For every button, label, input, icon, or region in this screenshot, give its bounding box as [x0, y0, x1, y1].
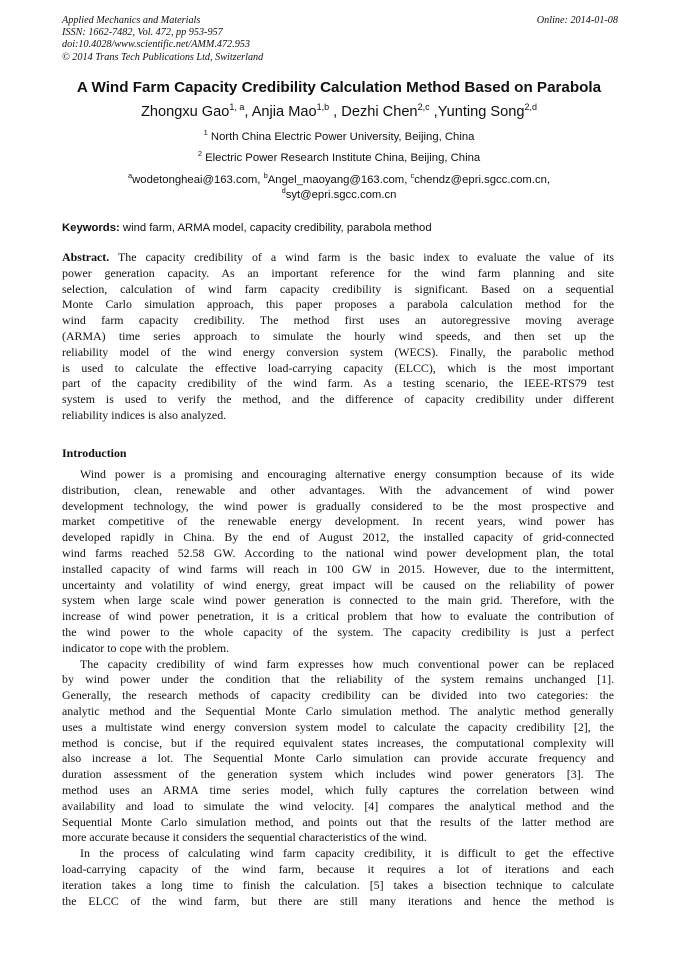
- affiliation-superscript: 1: [203, 128, 208, 137]
- abstract-text: reliability model of the wind energy conversion system (WECS). Finally, the parabolic method: [62, 344, 614, 359]
- abstract-text: wind farm capacity credibility. The method first uses an autoregressive moving average: [62, 313, 614, 328]
- abstract: [62, 250, 614, 424]
- keywords-text: wind farm, ARMA model, capacity credibility, parabola method: [119, 222, 432, 234]
- email-address: chendz@epri.sgcc.com.cn,: [414, 174, 551, 186]
- abstract-line: [62, 392, 614, 408]
- doi-line: doi:10.4028/www.scientific.net/AMM.472.953: [62, 39, 250, 51]
- abstract-line: [62, 282, 614, 298]
- abstract-text: selection, calculation of wind farm capacity credibility is significant. Based on a sequential: [62, 281, 614, 296]
- author-separator: ,: [429, 104, 438, 120]
- email-superscript: d: [281, 186, 286, 195]
- intro-line: Generally, the research methods of capacity credibility can be divided into two categories: the: [62, 688, 614, 703]
- intro-line: iteration takes a long time to finish the calculation. [5] takes a bisection technique to calculate: [62, 877, 614, 892]
- intro-line: In the process of calculating wind farm capacity credibility, it is difficult to get the effective: [80, 846, 614, 861]
- journal-header: [62, 15, 618, 64]
- introduction-body: [62, 467, 614, 909]
- abstract-text: The capacity credibility of a wind farm is the basic index to evaluate the value of its: [109, 250, 614, 264]
- abstract-text: (ARMA) time series approach to simulate the hourly wind speeds, and then set up the: [62, 328, 614, 343]
- author-superscript: 1,b: [316, 102, 330, 112]
- abstract-line: [62, 297, 614, 313]
- intro-line: availability and load to simulate the wind velocity. [4] compares the analytical method and the: [62, 798, 614, 813]
- intro-line: wind farms reached 52.58 GW. According to the national wind power development plan, the total: [62, 545, 614, 560]
- intro-line: indicator to cope with the problem.: [62, 640, 230, 655]
- intro-line: system when large scale wind power generation is connected to the main grid. Therefore, with the: [62, 593, 614, 608]
- intro-line: load-carrying capacity of the wind farm, because it requires a lot of iterations and each: [62, 861, 614, 876]
- email-superscript: a: [127, 171, 133, 180]
- email-address: Angel_maoyang@163.com,: [267, 174, 411, 186]
- intro-line: more accurate because it considers the sequential characteristics of the wind.: [62, 830, 427, 845]
- author-name: Zhongxu Gao: [140, 104, 230, 120]
- section-heading: Introduction: [62, 446, 127, 460]
- intro-line: Wind power is a promising and encouraging alternative energy consumption because of its wide: [80, 467, 614, 481]
- abstract-line: [62, 361, 614, 377]
- affiliation-2: [0, 149, 678, 164]
- author-name: Yunting Song: [437, 104, 525, 120]
- intro-line: method is concise, but if the required equivalent states increases, the computational complexity will: [62, 735, 614, 750]
- affiliation-text: Electric Power Research Institute China, Beijing, China: [202, 152, 481, 164]
- intro-line: The capacity credibility of wind farm expresses how much conventional power can be replaced: [80, 656, 614, 671]
- intro-line: increase of wind power penetration, it is a critical problem that how to evaluate the contribution of: [62, 609, 614, 624]
- email-address: wodetongheai@163.com,: [132, 174, 264, 186]
- author-name: Anjia Mao: [251, 104, 317, 120]
- email-address: syt@epri.sgcc.com.cn: [285, 189, 397, 201]
- abstract-line: [62, 313, 614, 329]
- email-superscript: b: [263, 171, 268, 180]
- abstract-text: is used to calculate the effective load-carrying capacity (ELCC), which is the most important: [62, 360, 614, 375]
- intro-line: also increase a lot. The Sequential Monte Carlo simulation can provide accurate frequency and: [62, 751, 614, 766]
- email-line-2: [0, 188, 678, 203]
- intro-line: market competitive of the renewable energy development. In recent years, wind power has: [62, 514, 614, 529]
- abstract-line: [62, 408, 614, 424]
- abstract-line: [62, 345, 614, 361]
- intro-line: uses a multistate wind energy conversion system model to calculate the capacity credibility [2], the: [62, 719, 614, 734]
- intro-line: analytic method and the Sequential Monte Carlo simulation method. The analytic method generally: [62, 703, 614, 718]
- abstract-label: Abstract.: [62, 250, 110, 264]
- abstract-text: system is used to verify the method, and the difference of capacity credibility under different: [62, 392, 614, 407]
- intro-line: duration assessment of the generation system which includes wind power generators [3]. The: [62, 767, 614, 782]
- author-superscript: 1, a: [229, 102, 245, 112]
- issn-line: ISSN: 1662-7482, Vol. 472, pp 953-957: [62, 27, 223, 39]
- intro-line: the wind power to the whole capacity of the system. The capacity credibility is just a perfect: [62, 624, 614, 639]
- author-name: Dezhi Chen: [341, 104, 418, 120]
- abstract-text: power generation capacity. As an important reference for the wind farm planning and site: [62, 265, 614, 280]
- affiliation-text: North China Electric Power University, Beijing, China: [207, 131, 475, 143]
- abstract-line: [62, 250, 614, 266]
- keywords: [62, 222, 432, 234]
- author-list: [0, 104, 678, 120]
- intro-line: method uses an ARMA time series model, which fully captures the correlation between wind: [62, 782, 614, 797]
- keywords-label: Keywords:: [62, 222, 120, 234]
- affiliation-1: [0, 128, 678, 143]
- abstract-line: [62, 266, 614, 282]
- abstract-text: reliability indices is also analyzed.: [62, 407, 227, 422]
- abstract-text: part of the capacity credibility of the wind farm. As a testing scenario, the IEEE-RTS79 test: [62, 376, 614, 391]
- abstract-line: [62, 329, 614, 345]
- intro-line: development technology, the wind power is gradually considered to be the most prospective and: [62, 498, 614, 513]
- author-separator: ,: [329, 104, 342, 120]
- affiliation-superscript: 2: [197, 149, 202, 158]
- author-superscript: 2,c: [417, 102, 430, 112]
- email-superscript: c: [410, 171, 415, 180]
- journal-name: Applied Mechanics and Materials: [62, 15, 201, 26]
- intro-line: installed capacity of wind farms will reach in 100 GW in 2015. However, due to the intermittent,: [62, 561, 614, 576]
- paper-title: A Wind Farm Capacity Credibility Calculation Method Based on Parabola: [76, 79, 602, 96]
- intro-line: developed rapidly in China. By the end of August 2012, the installed capacity of grid-connected: [62, 530, 614, 545]
- intro-line: distribution, clean, renewable and other advantages. With the advancement of wind power: [62, 482, 614, 497]
- intro-line: by wind power under the condition that the reliability of the system remains unchanged [1].: [62, 672, 614, 687]
- copyright-line: © 2014 Trans Tech Publications Ltd, Switzerland: [62, 51, 264, 63]
- author-emails: [0, 173, 678, 203]
- author-separator: ,: [244, 104, 252, 120]
- intro-line: the ELCC of the wind farm, but there are still many iterations and hence the method is: [62, 893, 614, 908]
- intro-line: Sequential Monte Carlo simulation method, and points out that the results of the latter method are: [62, 814, 614, 829]
- online-date: Online: 2014-01-08: [536, 15, 618, 26]
- abstract-line: [62, 376, 614, 392]
- email-line-1: [0, 173, 678, 188]
- intro-line: uncertainty and volatility of wind energy, great impact will be caused on the reliability of power: [62, 577, 614, 592]
- abstract-text: Monte Carlo simulation approach, this paper proposes a parabola calculation method for the: [62, 297, 614, 312]
- author-superscript: 2,d: [524, 102, 538, 112]
